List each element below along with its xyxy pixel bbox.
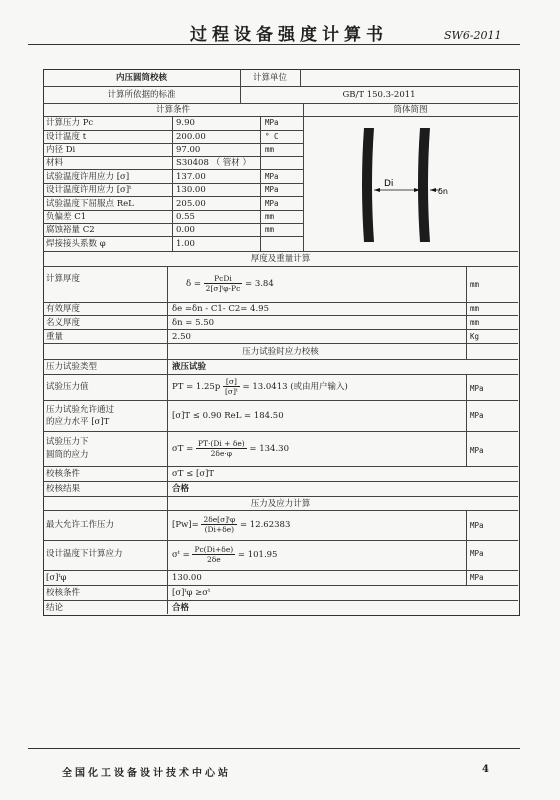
row-divider	[43, 130, 303, 131]
unit: MPa	[470, 446, 484, 455]
unit: MPa	[470, 573, 484, 582]
cond-label: 负偏差 C1	[46, 212, 87, 222]
fraction: $\frac{\text{2δe[σ]ᵗφ}}{(Di+\delta e)}$	[203, 515, 236, 534]
test-pressure-label: 试验压力值	[46, 382, 89, 392]
cond-label: 计算压力 Pc	[46, 118, 94, 128]
sigma-phi-value: 130.00	[172, 573, 202, 583]
diagram-title: 筒体简图	[393, 105, 428, 115]
unit-label: 计算单位	[252, 73, 287, 83]
footer-rule	[28, 748, 520, 749]
eff-thickness-label: 有效厚度	[46, 304, 81, 314]
cond-value: 1.00	[176, 239, 195, 249]
formula-prefix: PT = 1.25p	[172, 382, 221, 392]
check-result-value: 合格	[172, 484, 190, 494]
row-divider	[43, 359, 518, 360]
fraction: $\frac{[\sigma]}{\text{[σ]ᵗ}}$	[225, 377, 238, 396]
row-divider	[43, 510, 518, 511]
conditions-title: 计算条件	[155, 105, 190, 115]
col-divider	[303, 103, 304, 251]
cond-value: 205.00	[176, 199, 206, 209]
cond-value: S30408 （ 管材 ）	[176, 158, 251, 168]
basis-value: GB/T 150.3-2011	[342, 90, 416, 100]
thickness-label: δn	[438, 187, 448, 196]
test-stress-result: = 134.30	[249, 444, 289, 454]
cond-value: 9.90	[176, 118, 195, 128]
cond-label: 试验温度许用应力 [σ]	[46, 172, 130, 182]
row-divider	[43, 210, 303, 211]
sigma-phi-label: [σ]ᵗφ	[46, 573, 67, 583]
pressure-test-title: 压力试验时应力校核	[242, 347, 319, 357]
weight-label: 重量	[46, 332, 64, 342]
design-stress-label: 设计温度下计算应力	[46, 549, 123, 559]
row-divider	[43, 496, 518, 497]
cylinder-wall-left	[362, 128, 374, 242]
diameter-label: Di	[384, 179, 394, 189]
fraction: $\frac{\text{PcDi}}{\text{2[σ]ᵗφ-Pc}}$	[205, 274, 241, 293]
document-title: 过程设备强度计算书	[190, 25, 388, 45]
cond-label: 焊接接头系数 φ	[46, 239, 106, 249]
cylinder-wall-right	[418, 128, 430, 242]
row-divider	[43, 251, 518, 252]
cond-value: 130.00	[176, 185, 206, 195]
allow-stress-label: 的应力水平 [σ]T	[46, 417, 110, 427]
col-divider	[300, 69, 301, 86]
row-divider	[43, 431, 518, 432]
formula-prefix: σT =	[172, 444, 194, 454]
row-divider	[43, 466, 518, 467]
unit: mm	[470, 280, 480, 289]
row-divider	[43, 600, 518, 601]
row-divider	[43, 481, 518, 482]
unit: Kg	[470, 332, 480, 341]
cond-unit: mm	[265, 225, 275, 234]
cond-value: 97.00	[176, 145, 201, 155]
eff-thickness-value: δe =δn - C1- C2= 4.95	[172, 304, 269, 314]
formula-prefix: δ =	[186, 279, 201, 289]
col-divider	[466, 374, 467, 466]
conclusion-value: 合格	[172, 603, 190, 613]
row-divider	[43, 570, 518, 571]
footer-organization: 全国化工设备设计技术中心站	[62, 768, 231, 779]
row-divider	[43, 86, 518, 87]
page-number: 4	[482, 764, 489, 775]
row-divider	[43, 169, 303, 170]
max-pressure-formula	[172, 512, 290, 538]
check-result-label: 校核结果	[46, 484, 81, 494]
top-title: 内压圆筒校核	[115, 73, 167, 83]
test-pressure-formula	[172, 375, 348, 399]
test-type-value: 液压试验	[172, 362, 207, 372]
row-divider	[43, 196, 303, 197]
nom-thickness-label: 名义厚度	[46, 318, 81, 328]
check-condition-label: 校核条件	[46, 469, 81, 479]
max-pressure-label: 最大允许工作压力	[46, 520, 115, 530]
row-divider	[43, 143, 303, 144]
cond-value: 0.55	[176, 212, 195, 222]
test-pressure-result: = 13.0413 (或由用户输入)	[242, 382, 348, 392]
cond-label: 设计温度许用应力 [σ]ᵗ	[46, 185, 132, 195]
weight-value: 2.50	[172, 332, 191, 342]
row-divider	[43, 329, 518, 330]
check-condition-value: σT ≤ [σ]T	[172, 469, 215, 479]
fraction: $\frac{Pc(Di+\delta e)}{2\delta e}$	[194, 545, 234, 564]
row-divider	[43, 540, 518, 541]
stress-section-title: 压力及应力计算	[250, 499, 311, 509]
cond-unit: MPa	[265, 185, 279, 194]
stress-condition-label: 校核条件	[46, 588, 81, 598]
calc-thickness-formula	[186, 270, 274, 298]
design-stress-formula	[172, 542, 277, 568]
row-divider	[43, 236, 303, 237]
cylinder-diagram	[350, 126, 460, 244]
test-type-label: 压力试验类型	[46, 362, 98, 372]
col-divider	[466, 510, 467, 585]
cond-label: 内径 Di	[46, 145, 76, 155]
test-stress-label: 圆筒的应力	[46, 450, 89, 460]
cond-value: 137.00	[176, 172, 206, 182]
software-code: SW6-2011	[444, 29, 502, 42]
test-stress-formula	[172, 434, 289, 464]
thickness-title: 厚度及重量计算	[250, 254, 311, 264]
formula-prefix: σᵗ =	[172, 550, 190, 560]
conclusion-label: 结论	[46, 603, 64, 613]
row-divider	[43, 266, 518, 267]
basis-label: 计算所依据的标准	[107, 90, 176, 100]
row-divider	[43, 183, 303, 184]
nom-thickness-value: δn = 5.50	[172, 318, 215, 328]
fraction: $\frac{PT\cdot(Di + \delta e)}{2\delta e\cdot\varphi}$	[198, 439, 245, 458]
max-pressure-result: = 12.62383	[239, 520, 291, 530]
cond-label: 试验温度下屈服点 ReL	[46, 199, 134, 209]
row-divider	[43, 116, 518, 117]
cond-unit: MPa	[265, 118, 279, 127]
allow-stress-value: [σ]T ≤ 0.90 ReL = 184.50	[172, 411, 284, 421]
allow-stress-label: 压力试验允许通过	[46, 405, 115, 415]
stress-condition-value: [σ]ᵗφ ≥σᵗ	[172, 588, 211, 598]
unit: MPa	[470, 549, 484, 558]
cond-value: 0.00	[176, 225, 195, 235]
col-divider	[466, 266, 467, 359]
cond-unit: mm	[265, 145, 275, 154]
cond-value: 200.00	[176, 132, 206, 142]
row-divider	[43, 400, 518, 401]
row-divider	[43, 156, 303, 157]
cond-unit: MPa	[265, 172, 279, 181]
unit: MPa	[470, 384, 484, 393]
cond-label: 腐蚀裕量 C2	[46, 225, 95, 235]
cond-label: 材料	[46, 158, 64, 168]
cond-unit: MPa	[265, 199, 279, 208]
col-divider	[172, 116, 173, 251]
formula-prefix: [Pw]=	[172, 520, 199, 530]
unit: MPa	[470, 521, 484, 530]
row-divider	[43, 585, 518, 586]
header-rule	[28, 44, 520, 45]
unit: MPa	[470, 411, 484, 420]
unit: mm	[470, 318, 480, 327]
cond-unit: mm	[265, 212, 275, 221]
cond-unit: ° C	[265, 132, 279, 141]
row-divider	[43, 343, 518, 344]
cond-label: 设计温度 t	[46, 132, 87, 142]
calc-thickness-result: = 3.84	[245, 279, 274, 289]
test-stress-label: 试验压力下	[46, 437, 89, 447]
row-divider	[43, 302, 518, 303]
calc-thickness-label: 计算厚度	[46, 274, 81, 284]
row-divider	[43, 315, 518, 316]
row-divider	[43, 223, 303, 224]
design-stress-result: = 101.95	[237, 550, 278, 560]
unit: mm	[470, 304, 480, 313]
row-divider	[43, 103, 518, 104]
col-divider	[167, 266, 168, 614]
col-divider	[260, 116, 261, 251]
